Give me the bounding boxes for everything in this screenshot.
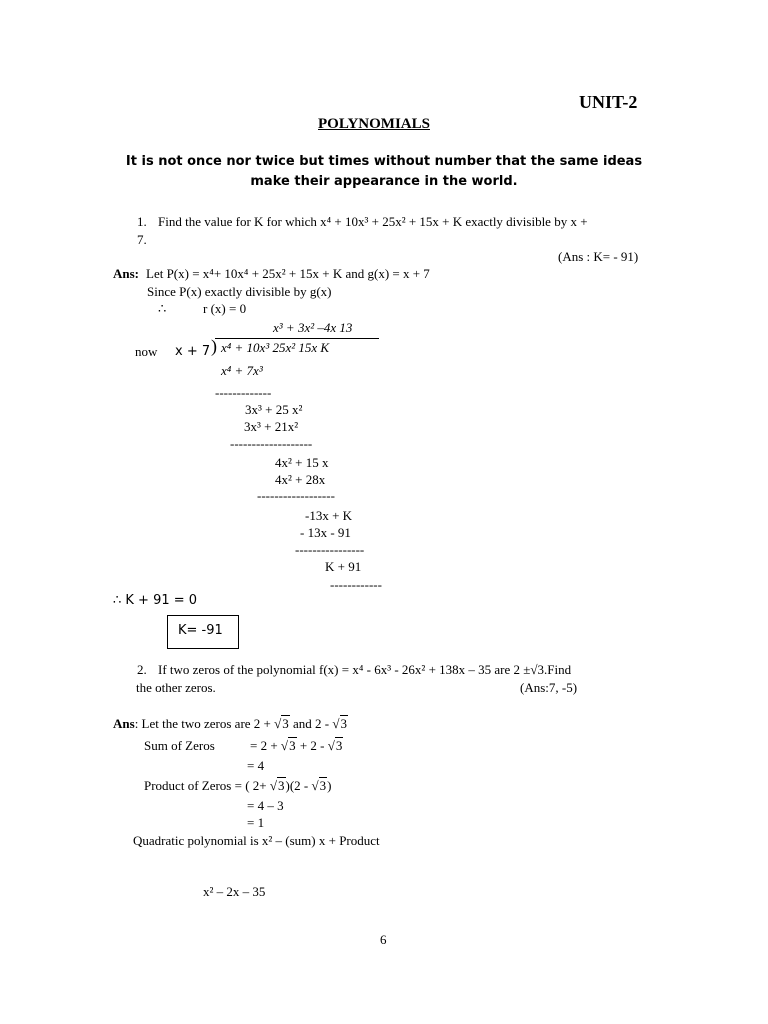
product-step: = 4 – 3 xyxy=(247,798,284,813)
question-2-text-line-2: the other zeros. xyxy=(136,680,216,695)
division-remainder: K + 91 xyxy=(325,559,362,574)
division-step-4: 4x² + 15 x xyxy=(275,455,329,470)
sqrt-symbol: √3 xyxy=(269,778,285,793)
question-1-number: 1. xyxy=(137,214,147,229)
sqrt-symbol: √3 xyxy=(280,738,296,753)
boxed-result: K= -91 xyxy=(167,615,239,649)
sqrt-symbol: √3 xyxy=(327,738,343,753)
answer-1-conclusion: ∴ K + 91 = 0 xyxy=(113,593,198,608)
question-2-answer: (Ans:7, -5) xyxy=(520,680,578,695)
division-rule-5: ------------ xyxy=(330,577,382,592)
division-bar xyxy=(215,338,379,339)
division-step-3: 3x³ + 21x² xyxy=(244,419,299,434)
question-1-text-line-2: 7. xyxy=(137,232,147,247)
question-1-answer: (Ans : K= - 91) xyxy=(558,249,639,264)
answer-1-line-3: r (x) = 0 xyxy=(203,301,247,316)
page-title: POLYNOMIALS xyxy=(318,116,430,132)
division-step-5: 4x² + 28x xyxy=(275,472,326,487)
division-rule-2: ------------------- xyxy=(230,436,313,451)
division-quotient: x³ + 3x² –4x 13 xyxy=(273,320,353,335)
answer-2-line-1 xyxy=(113,717,348,732)
answer-2-and-text: and 2 - xyxy=(289,716,333,731)
final-polynomial: x² – 2x – 35 xyxy=(203,884,266,899)
page-number: 6 xyxy=(380,932,387,947)
division-divisor: x + 7 xyxy=(175,344,211,359)
answer-1-label: Ans: xyxy=(113,266,140,281)
division-rule-1: ------------- xyxy=(215,385,272,400)
answer-1-line-2: Since P(x) exactly divisible by g(x) xyxy=(147,284,332,299)
division-step-1: x⁴ + 7x³ xyxy=(221,363,263,378)
division-dividend: x⁴ + 10x³ 25x² 15x K xyxy=(221,340,330,355)
therefore-symbol: ∴ xyxy=(158,301,167,316)
sqrt-symbol: √3 xyxy=(332,716,348,731)
division-rule-4: ---------------- xyxy=(295,542,365,557)
division-bracket: ) xyxy=(211,336,217,356)
division-step-2: 3x³ + 25 x² xyxy=(245,402,303,417)
division-step-6: -13x + K xyxy=(305,508,353,523)
sqrt-symbol: √3 xyxy=(274,716,289,731)
question-1-text-line-1: Find the value for K for which x⁴ + 10x³ + 25x² + 15x + K exactly divisible by x + xyxy=(158,214,588,229)
quote-line-2: make their appearance in the world. xyxy=(250,174,518,189)
product-result: = 1 xyxy=(247,815,265,830)
unit-heading: UNIT-2 xyxy=(579,92,638,112)
sum-of-zeros-label: Sum of Zeros xyxy=(144,738,215,753)
division-step-7: - 13x - 91 xyxy=(300,525,351,540)
product-of-zeros-expression: Product of Zeros = ( 2+ √3)(2 - √3) xyxy=(144,778,332,793)
division-now-label: now xyxy=(135,344,158,359)
sum-of-zeros-result: = 4 xyxy=(247,758,265,773)
division-rule-3: ------------------ xyxy=(257,488,335,503)
quote-line-1: It is not once nor twice but times without number that the same ideas xyxy=(125,154,643,169)
sum-of-zeros-expression: = 2 + √3 + 2 - √3 xyxy=(250,738,343,753)
question-2-text-line-1: If two zeros of the polynomial f(x) = x⁴ - 6x³ - 26x² + 138x – 35 are 2 ±√3.Find xyxy=(158,662,572,677)
sqrt-symbol: √3 xyxy=(311,778,327,793)
answer-2-label: Ans xyxy=(113,716,135,731)
answer-1-line-1: Let P(x) = x⁴+ 10x⁴ + 25x² + 15x + K and g(x) = x + 7 xyxy=(146,266,430,281)
answer-2-let-text: : Let the two zeros are 2 + xyxy=(134,716,275,731)
question-2-number: 2. xyxy=(137,662,147,677)
quadratic-polynomial-line: Quadratic polynomial is x² – (sum) x + Product xyxy=(133,833,380,848)
